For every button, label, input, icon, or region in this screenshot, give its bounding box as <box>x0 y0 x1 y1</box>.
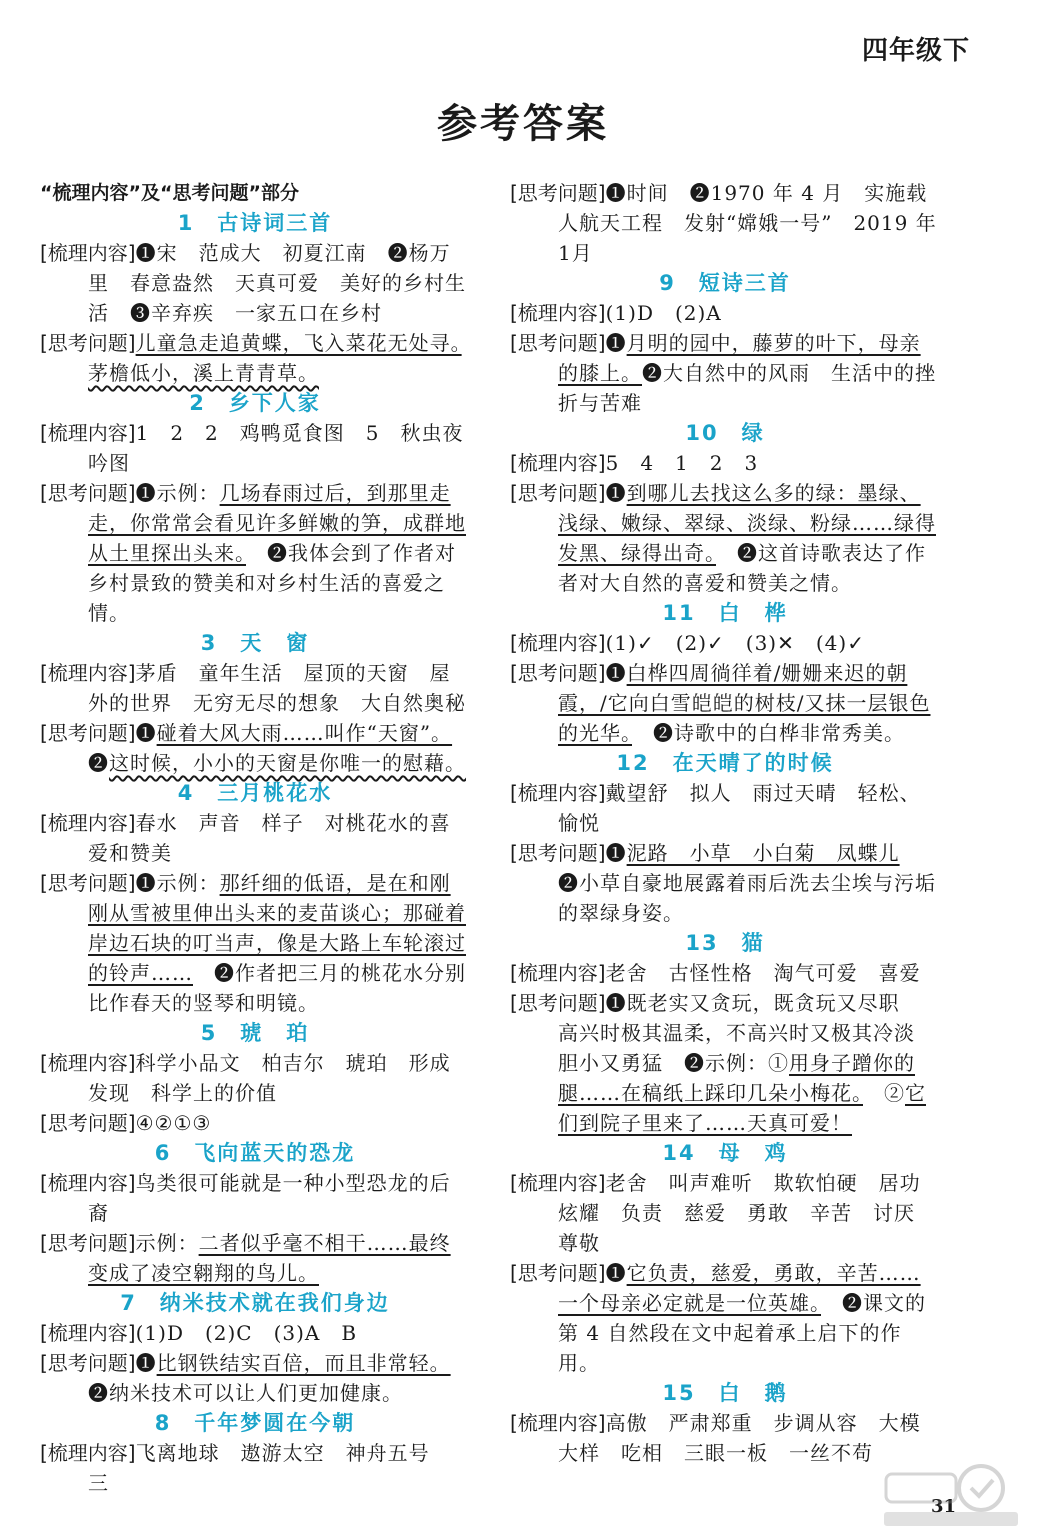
lesson-5-outline <box>40 1048 470 1108</box>
lesson-4-outline <box>40 808 470 868</box>
answer-underlined: 到哪儿去找这么多的绿：墨绿、浅绿、嫩绿、翠绿、淡绿、粉绿……绿得发黑、绿得出奇。 <box>558 481 936 565</box>
answer-text: ❶ <box>135 721 157 745</box>
outline-tag: [梳理内容] <box>510 301 606 325</box>
answer-underlined: 比钢铁结实百倍，而且非常轻。 <box>156 1351 451 1375</box>
answer-text: ❷小草自豪地展露着雨后洗去尘埃与污垢的翠绿身姿。 <box>558 871 936 925</box>
outline-text: 戴望舒 拟人 雨过天晴 轻松、愉悦 <box>558 781 921 835</box>
question-tag: [思考问题] <box>510 841 606 865</box>
answer-wavy: 这时候，小小的天窗是你唯一的慰藉。 <box>109 751 466 775</box>
outline-text: 茅盾 童年生活 屋顶的天窗 屋外的世界 无穷无尽的想象 大自然奥秘 <box>88 661 466 715</box>
outline-text: 科学小品文 柏吉尔 琥珀 形成 发现 科学上的价值 <box>88 1051 472 1105</box>
page-number: 31 <box>930 1496 956 1517</box>
lesson-15-title: 15 白 鹅 <box>662 1381 788 1405</box>
lesson-14-questions <box>510 1258 940 1378</box>
answer-underlined: 它们到院子里来了……天真可爱！ <box>558 1081 926 1135</box>
lesson-8-questions <box>510 178 940 268</box>
answer-text: ❶ <box>605 331 627 355</box>
lesson-2-outline <box>40 418 470 478</box>
answer-text: ❶ <box>135 1351 157 1375</box>
lesson-12-outline <box>510 778 940 838</box>
answer-text: ❶ <box>605 481 627 505</box>
outline-tag: [梳理内容] <box>510 961 606 985</box>
lesson-2-title: 2 乡下人家 <box>189 391 321 415</box>
lesson-11-title: 11 白 桦 <box>662 601 788 625</box>
question-tag: [思考问题] <box>40 331 136 355</box>
answer-text: ④②①③ <box>135 1111 212 1135</box>
outline-tag: [梳理内容] <box>510 1411 606 1435</box>
outline-tag: [梳理内容] <box>510 451 606 475</box>
answer-text: 示例： <box>135 1231 199 1255</box>
answer-underlined: 二者似乎毫不相干……最终变成了凌空翱翔的鸟儿。 <box>88 1231 451 1285</box>
outline-text: 鸟类很可能就是一种小型恐龙的后裔 <box>88 1171 451 1225</box>
section-heading: “梳理内容”及“思考问题”部分 <box>40 182 299 204</box>
outline-text: (1)D (2)C (3)A B <box>135 1321 358 1345</box>
grade-label: 四年级下 <box>861 36 970 66</box>
question-tag: [思考问题] <box>40 481 136 505</box>
lesson-8-outline <box>40 1438 470 1498</box>
answer-underlined: 白桦四周徜徉着/姗姗来迟的朝霞，/它向白雪皑皑的树枝/又抹一层银色的光华。 <box>558 661 931 745</box>
question-tag: [思考问题] <box>40 1111 136 1135</box>
lesson-5-questions <box>40 1108 470 1138</box>
outline-text: 5 4 1 2 3 <box>605 451 759 475</box>
lesson-9-outline <box>510 298 940 328</box>
answer-text: ❷作者把三月的桃花水分别比作春天的竖琴和明镜。 <box>88 961 466 1015</box>
lesson-2-questions <box>40 478 470 628</box>
answer-underlined: 泥路 小草 小白菊 凤蝶儿 <box>626 841 900 865</box>
lesson-9-title: 9 短诗三首 <box>659 271 791 295</box>
answer-text: ❷大自然中的风雨 生活中的挫折与苦难 <box>558 361 936 415</box>
answer-text: ❶ <box>605 1261 627 1285</box>
right-column <box>510 178 940 1468</box>
outline-text: 高傲 严肃郑重 步调从容 大模大样 吃相 三眼一板 一丝不苟 <box>558 1411 921 1465</box>
lesson-1-outline <box>40 238 470 328</box>
question-tag: [思考问题] <box>510 661 606 685</box>
answer-wavy: 茅檐低小，溪上青青草。 <box>88 361 319 385</box>
question-tag: [思考问题] <box>40 1351 136 1375</box>
lesson-13-outline <box>510 958 940 988</box>
question-tag: [思考问题] <box>40 1231 136 1255</box>
outline-tag: [梳理内容] <box>40 811 136 835</box>
answer-text: ❶ <box>605 841 627 865</box>
lesson-8-title: 8 千年梦圆在今朝 <box>154 1411 356 1435</box>
outline-text: ❶宋 范成大 初夏江南 ❷杨万里 春意盎然 天真可爱 美好的乡村生活 ❸辛弃疾 一家五口在乡村 <box>88 241 466 325</box>
outline-tag: [梳理内容] <box>40 1051 136 1075</box>
answer-underlined: 那纤细的低语，是在和刚刚从雪被里伸出头来的麦苗谈心；那碰着岸边石块的叮当声，像是大路上车轮滚过的铃声…… <box>88 871 466 985</box>
outline-tag: [梳理内容] <box>40 1171 136 1195</box>
outline-text: (1)✓ (2)✓ (3)✕ (4)✓ <box>605 631 865 655</box>
lesson-12-questions <box>510 838 940 928</box>
outline-text: 春水 声音 样子 对桃花水的喜爱和赞美 <box>88 811 451 865</box>
answer-underlined: 碰着大风大雨……叫作“天窗”。 <box>156 721 453 745</box>
lesson-7-title: 7 纳米技术就在我们身边 <box>120 1291 390 1315</box>
question-tag: [思考问题] <box>40 721 136 745</box>
outline-text: 飞离地球 遨游太空 神舟五号 三 <box>88 1441 451 1495</box>
question-tag: [思考问题] <box>510 991 606 1015</box>
page-title: 参考答案 <box>437 101 609 147</box>
lesson-3-title: 3 天 窗 <box>200 631 310 655</box>
lesson-1-title: 1 古诗词三首 <box>177 211 333 235</box>
outline-text: (1)D (2)A <box>605 301 722 325</box>
answer-text: ❶示例： <box>135 481 220 505</box>
lesson-10-title: 10 绿 <box>685 421 765 445</box>
answer-text: ❷这首诗歌表达了作者对大自然的喜爱和赞美之情。 <box>558 541 926 595</box>
answer-underlined: 用身子蹭你的腿……在稿纸上踩印几朵小梅花。 <box>558 1051 915 1105</box>
lesson-10-questions <box>510 478 940 598</box>
answer-text: ❷诗歌中的白桦非常秀美。 <box>653 721 905 745</box>
lesson-4-questions <box>40 868 470 1018</box>
answer-text: ❷ <box>88 751 109 775</box>
question-tag: [思考问题] <box>510 331 606 355</box>
lesson-11-questions <box>510 658 940 748</box>
lesson-7-questions <box>40 1348 470 1408</box>
lesson-12-title: 12 在天晴了的时候 <box>616 751 834 775</box>
watermark-logo-icon <box>876 1460 1026 1530</box>
left-column <box>40 178 470 1498</box>
answer-text: ❶时间 ❷1970 年 4 月 实施载人航天工程 发射“嫦娥一号” 2019 年 1月 <box>558 181 937 265</box>
answer-text: ② <box>863 1081 905 1105</box>
answer-text: ❶既老实又贪玩，既贪玩又尽职 高兴时极其温柔，不高兴时又极其冷淡 胆小又勇猛 ❷示例：① <box>558 991 936 1075</box>
answer-underlined: 几场春雨过后，到那里走走，你常常会看见许多鲜嫩的笋，成群地从土里探出头来。 <box>88 481 466 565</box>
lesson-9-questions <box>510 328 940 418</box>
answer-underlined: 儿童急走追黄蝶，飞入菜花无处寻。 <box>135 331 462 355</box>
answer-text: ❷课文的第 4 自然段在文中起着承上启下的作用。 <box>558 1291 926 1375</box>
lesson-4-title: 4 三月桃花水 <box>177 781 333 805</box>
question-tag: [思考问题] <box>510 1261 606 1285</box>
answer-underlined: 它负责，慈爱，勇敢，辛苦……一个母亲必定就是一位英雄。 <box>558 1261 921 1315</box>
lesson-6-outline <box>40 1168 470 1228</box>
lesson-14-title: 14 母 鸡 <box>662 1141 788 1165</box>
lesson-7-outline <box>40 1318 470 1348</box>
lesson-13-title: 13 猫 <box>685 931 765 955</box>
answer-text: ❷我体会到了作者对乡村景致的赞美和对乡村生活的喜爱之情。 <box>88 541 456 625</box>
question-tag: [思考问题] <box>40 871 136 895</box>
outline-tag: [梳理内容] <box>510 631 606 655</box>
question-tag: [思考问题] <box>510 181 606 205</box>
lesson-1-questions <box>40 328 470 388</box>
answer-text: ❶ <box>605 661 627 685</box>
lesson-13-questions <box>510 988 940 1138</box>
lesson-5-title: 5 琥 珀 <box>200 1021 310 1045</box>
lesson-3-questions <box>40 718 470 778</box>
lesson-10-outline <box>510 448 940 478</box>
question-tag: [思考问题] <box>510 481 606 505</box>
lesson-3-outline <box>40 658 470 718</box>
outline-tag: [梳理内容] <box>510 1171 606 1195</box>
outline-tag: [梳理内容] <box>40 1321 136 1345</box>
outline-tag: [梳理内容] <box>40 661 136 685</box>
outline-tag: [梳理内容] <box>40 241 136 265</box>
lesson-15-outline <box>510 1408 940 1468</box>
answer-underlined: 月明的园中，藤萝的叶下，母亲的膝上。 <box>558 331 921 385</box>
outline-text: 1 2 2 鸡鸭觅食图 5 秋虫夜吟图 <box>88 421 464 475</box>
lesson-6-title: 6 飞向蓝天的恐龙 <box>154 1141 356 1165</box>
outline-tag: [梳理内容] <box>40 1441 136 1465</box>
lesson-11-outline <box>510 628 940 658</box>
outline-tag: [梳理内容] <box>40 421 136 445</box>
lesson-6-questions <box>40 1228 470 1288</box>
answer-text: ❶示例： <box>135 871 220 895</box>
outline-text: 老舍 古怪性格 淘气可爱 喜爱 <box>605 961 921 985</box>
lesson-14-outline <box>510 1168 940 1258</box>
outline-text: 老舍 叫声难听 欺软怕硬 居功炫耀 负责 慈爱 勇敢 辛苦 讨厌 尊敬 <box>558 1171 936 1255</box>
outline-tag: [梳理内容] <box>510 781 606 805</box>
answer-text: ❷纳米技术可以让人们更加健康。 <box>88 1381 403 1405</box>
